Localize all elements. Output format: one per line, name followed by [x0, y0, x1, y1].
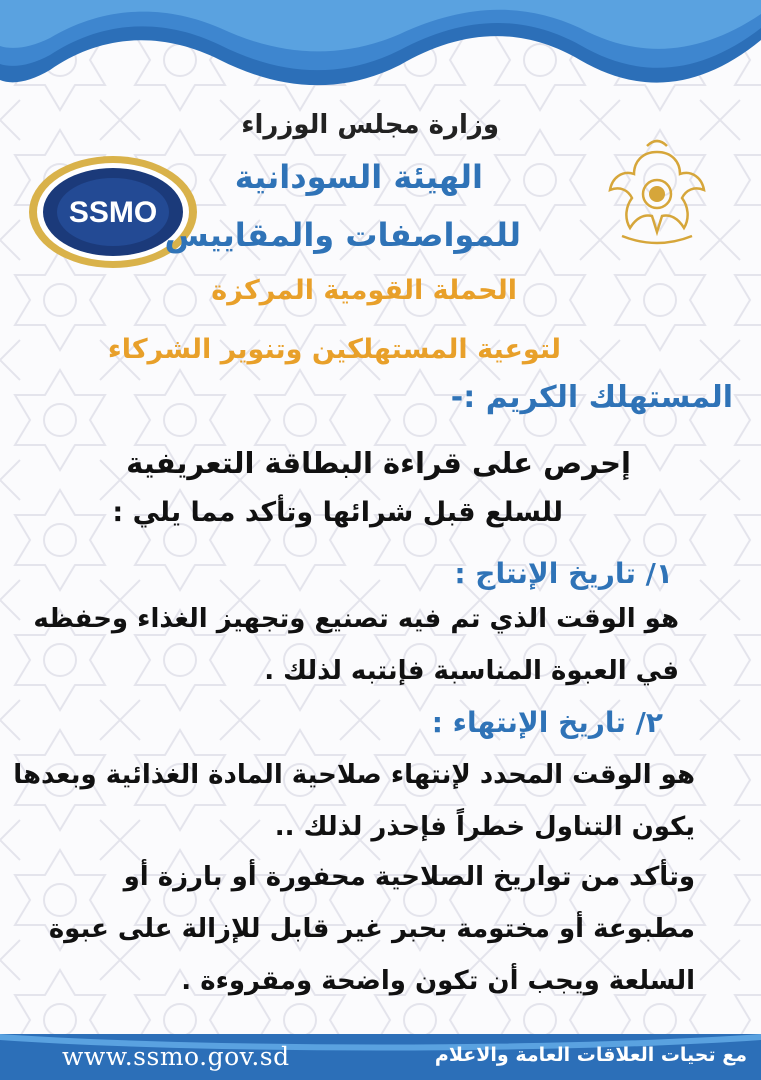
expiry-date-text-line1: هو الوقت المحدد لإنتهاء صلاحية المادة الغذائية وبعدها: [13, 760, 695, 790]
sudan-emblem-icon: [602, 132, 712, 252]
ssmo-logo-text: SSMO: [68, 196, 158, 229]
note-line1: وتأكد من تواريخ الصلاحية محفورة أو بارزة أو: [123, 862, 695, 892]
top-wave-banner: [0, 0, 761, 100]
expiry-date-heading: ٢/ تاريخ الإنتهاء :: [431, 706, 663, 739]
greeting: المستهلك الكريم :-: [450, 380, 733, 415]
ministry-title: وزارة مجلس الوزراء: [241, 110, 499, 140]
note-line2: مطبوعة أو مختومة بحبر غير قابل للإزالة على عبوة: [48, 914, 695, 944]
campaign-title-line2: لتوعية المستهلكين وتنوير الشركاء: [107, 334, 561, 365]
production-date-text-line1: هو الوقت الذي تم فيه تصنيع وتجهيز الغذاء وحفظه: [33, 604, 679, 634]
intro-line1: إحرص على قراءة البطاقة التعريفية: [126, 446, 631, 480]
note-line3: السلعة ويجب أن تكون واضحة ومقروءة .: [181, 966, 695, 996]
production-date-heading: ١/ تاريخ الإنتاج :: [454, 557, 673, 590]
footer-thanks: مع تحيات العلاقات العامة والاعلام: [434, 1044, 747, 1066]
website-url[interactable]: www.ssmo.gov.sd: [62, 1042, 290, 1071]
production-date-text-line2: في العبوة المناسبة فإنتبه لذلك .: [264, 656, 679, 686]
organization-name-line2: للمواصفات والمقاييس: [164, 216, 521, 254]
campaign-title-line1: الحملة القومية المركزة: [211, 275, 517, 306]
ssmo-logo: [25, 152, 201, 272]
expiry-date-text-line2: يكون التناول خطراً فإحذر لذلك ..: [274, 812, 695, 842]
intro-line2: للسلع قبل شرائها وتأكد مما يلي :: [112, 497, 563, 528]
organization-name-line1: الهيئة السودانية: [234, 158, 483, 196]
